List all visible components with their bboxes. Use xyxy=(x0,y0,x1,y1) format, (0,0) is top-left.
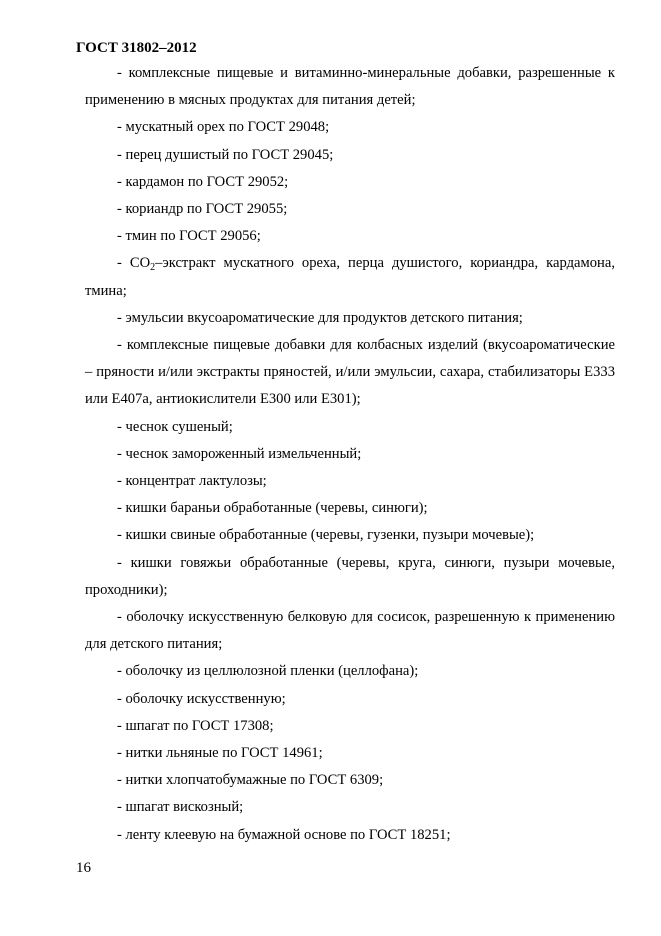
list-item: - тмин по ГОСТ 29056; xyxy=(117,228,261,245)
list-item: - кишки бараньи обработанные (черевы, синюги); xyxy=(117,500,428,517)
list-item: - концентрат лактулозы; xyxy=(117,473,267,490)
list-item: - кориандр по ГОСТ 29055; xyxy=(117,201,288,218)
co2-item-text: –экстракт мускатного ореха, перца душистого, кориандра, кардамона, тмина; xyxy=(85,255,615,299)
list-item: - кардамон по ГОСТ 29052; xyxy=(117,173,289,190)
document-header: ГОСТ 31802–2012 xyxy=(76,40,197,56)
list-item: - эмульсии вкусоароматические для продуктов детского питания; xyxy=(117,309,523,326)
list-item-co2-extract xyxy=(85,250,615,304)
list-item: - шпагат вискозный; xyxy=(117,799,244,816)
list-item: - ленту клеевую на бумажной основе по ГОСТ 18251; xyxy=(117,826,451,843)
co2-formula xyxy=(129,255,156,274)
list-item: - нитки льняные по ГОСТ 14961; xyxy=(117,745,323,762)
list-item: - чеснок сушеный; xyxy=(117,418,233,435)
co2-formula-base: CO xyxy=(129,255,151,272)
co2-formula-subscript: 2 xyxy=(150,262,156,274)
list-item: - комплексные пищевые и витаминно-минеральные добавки, разрешенные к применению в мясных продуктах для питания детей; xyxy=(85,65,615,109)
list-item: - перец душистый по ГОСТ 29045; xyxy=(117,146,334,163)
list-item: - кишки свиные обработанные (черевы, гузенки, пузыри мочевые); xyxy=(117,527,535,544)
list-item: - оболочку из целлюлозной пленки (целлофана); xyxy=(117,663,419,680)
list-item: - нитки хлопчатобумажные по ГОСТ 6309; xyxy=(117,772,384,789)
list-item: - мускатный орех по ГОСТ 29048; xyxy=(117,119,330,136)
list-item: - шпагат по ГОСТ 17308; xyxy=(117,717,274,734)
list-item: - чеснок замороженный измельченный; xyxy=(117,445,362,462)
page-number: 16 xyxy=(76,860,91,876)
list-item: - комплексные пищевые добавки для колбасных изделий (вкусоароматические – пряности и/или экстракты пряностей, и/или эмульсии, сахара, стабилизаторы Е333 или Е407а, антиокислители Е300 или Е301); xyxy=(85,337,615,408)
list-item: - оболочку искусственную белковую для сосисок, разрешенную к применению для детского питания; xyxy=(85,609,615,653)
list-item: - оболочку искусственную; xyxy=(117,690,286,707)
document-body xyxy=(85,60,615,849)
list-item: - кишки говяжьи обработанные (черевы, круга, синюги, пузыри мочевые, проходники); xyxy=(85,554,615,598)
co2-item-prefix: - xyxy=(117,255,130,272)
